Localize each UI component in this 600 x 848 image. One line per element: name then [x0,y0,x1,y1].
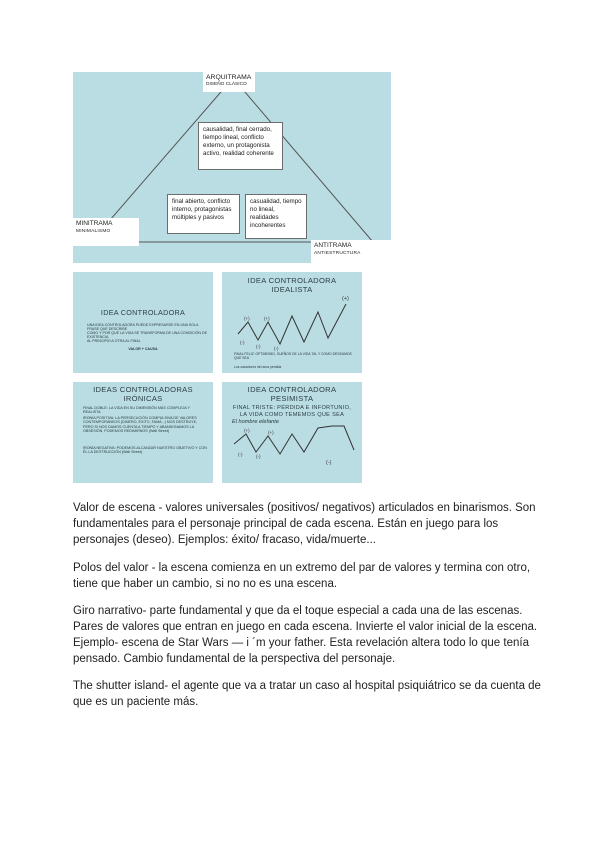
slide2-line-2: COMO Y POR QUÉ LA VIDA SE TRANSFORMA DE UNA CONDICIÓN DE EXISTENCIA [87,331,208,340]
slide5-title: IDEA CONTROLADORA [247,385,337,394]
paragraph-valor-de-escena: Valor de escena - valores universales (positivos/ negativos) articulados en binarismos. Son fundamentales para el personaje principal de cada escena. Están en juego para los personajes (deseo). Ejemplos: éxito/ fracaso, vida/muerte... [73,502,536,546]
pesimista-zigzag [222,382,362,483]
slide5-minus-label: (-) [326,460,332,466]
slide3-small-plus-2: (+) [264,316,270,321]
slide2-line-1: UNA IDEA CONTROLADORA PUEDE EXPRESARSE EN UNA SOLA FRASE QUE DESCRIBE [87,323,199,332]
slide5-subtitle: PESIMISTA [270,394,314,403]
paragraph-polos-del-valor: Polos del valor - la escena comienza en un extremo del par de valores y termina con otro, tiene que haber un cambio, si no no es una escena. [73,562,531,590]
slide5-small-2: (+) [268,430,274,435]
slide3-caption: FINAL FELIZ: OPTIMISMO, SUEÑOS DE LA VIDA TAL Y COMO DESEAMOS QUE SEA [234,352,352,360]
paragraph-giro-narrativo: Giro narrativo- parte fundamental y que da el toque especial a cada una de las escenas. Pares de valores que entran en juego en cada escena. Invierte el valor inicial de la escena. Ejemplo- escena de Star Wars — i ´m your father. Esta revelación altera todo lo que tenía pensado. Cambio fundamental de la perspectiva del personaje. [73,605,538,665]
slide-idealista [222,272,362,373]
slide-pesimista [222,382,362,483]
arquitrama-label: ARQUITRAMA DISEÑO CLÁSICO [203,72,255,92]
slide-ironicas [73,382,213,483]
slide5-small-3: (-) [238,452,243,457]
slide3-small-plus-1: (+) [244,316,250,321]
slide3-subtitle: IDEALISTA [271,285,313,294]
paragraph-shutter-island: The shutter island- el agente que va a tratar un caso al hospital psiquiátrico se da cuenta de que es un paciente más. [73,680,541,708]
slide3-footnote: Los cazadores del arca perdida [234,365,282,369]
slide5-example: El hombre elefante [232,419,279,425]
slide5-caption-2: LA VIDA COMO TEMEMOS QUE SEA [239,412,345,418]
slide3-title: IDEA CONTROLADORA [247,276,337,285]
box-center: causalidad, final cerrado, tiempo lineal, conflicto externo, un protagonista activo, realidad coherente [198,122,283,170]
antitrama-label: ANTITRAMA ANTIESTRUCTURA [311,240,391,263]
slide3-minus-2: (-) [256,344,261,349]
slide4-subtitle: IRÓNICAS [123,394,163,403]
box-right: casualidad, tiempo no lineal, realidades incoherentes [245,194,307,239]
slide4-item-2: IRONÍA POSITIVA: LA PERSECUCIÓN COMPULSIVA DE VALORES CONTEMPORÁNEOS (DINERO, ÉXITO, FAMA...) NOS DESTRUYE, PERO SI NOS DAMOS CUENTA A TIEMPO Y ABANDONAMOS LA OBSESIÓN, PODEMOS REDIMIRNOS (Wall Street) [83,416,198,433]
slide3-plus-label: (+) [342,296,349,302]
slide2-title: IDEA CONTROLADORA [100,308,186,317]
slide3-minus-3: (-) [274,346,279,351]
slide3-minus-1: (-) [240,340,245,345]
box-left: final abierto, conflicto interno, protagonistas múltiples y pasivos [167,194,240,234]
slide4-item-1: FINAL DOBLE: LA VIDA EN SU DIMENSIÓN MÁS COMPLEJA Y REALISTA [83,406,190,415]
slide5-small-4: (-) [256,454,261,459]
slide-story-triangle [73,72,391,263]
slide4-item-3: IRONÍA NEGATIVA: PODEMOS ALCANZAR NUESTRO OBJETIVO Y CON ÉL LA DESTRUCCIÓN (Wall Street) [83,446,207,455]
slide-idea-controladora [73,272,213,373]
slide2-line-3: AL PRINCIPIO A OTRA AL FINAL [87,339,141,343]
slide4-title: IDEAS CONTROLADORAS [93,385,193,394]
slide2-formula: VALOR + CAUSA [128,347,158,351]
minitrama-label: MINITRAMA MINIMALISMO [73,218,139,246]
slide5-caption-1: FINAL TRISTE: PÉRDIDA E INFORTUNIO, [232,405,352,411]
slide5-small-1: (+) [244,428,250,433]
